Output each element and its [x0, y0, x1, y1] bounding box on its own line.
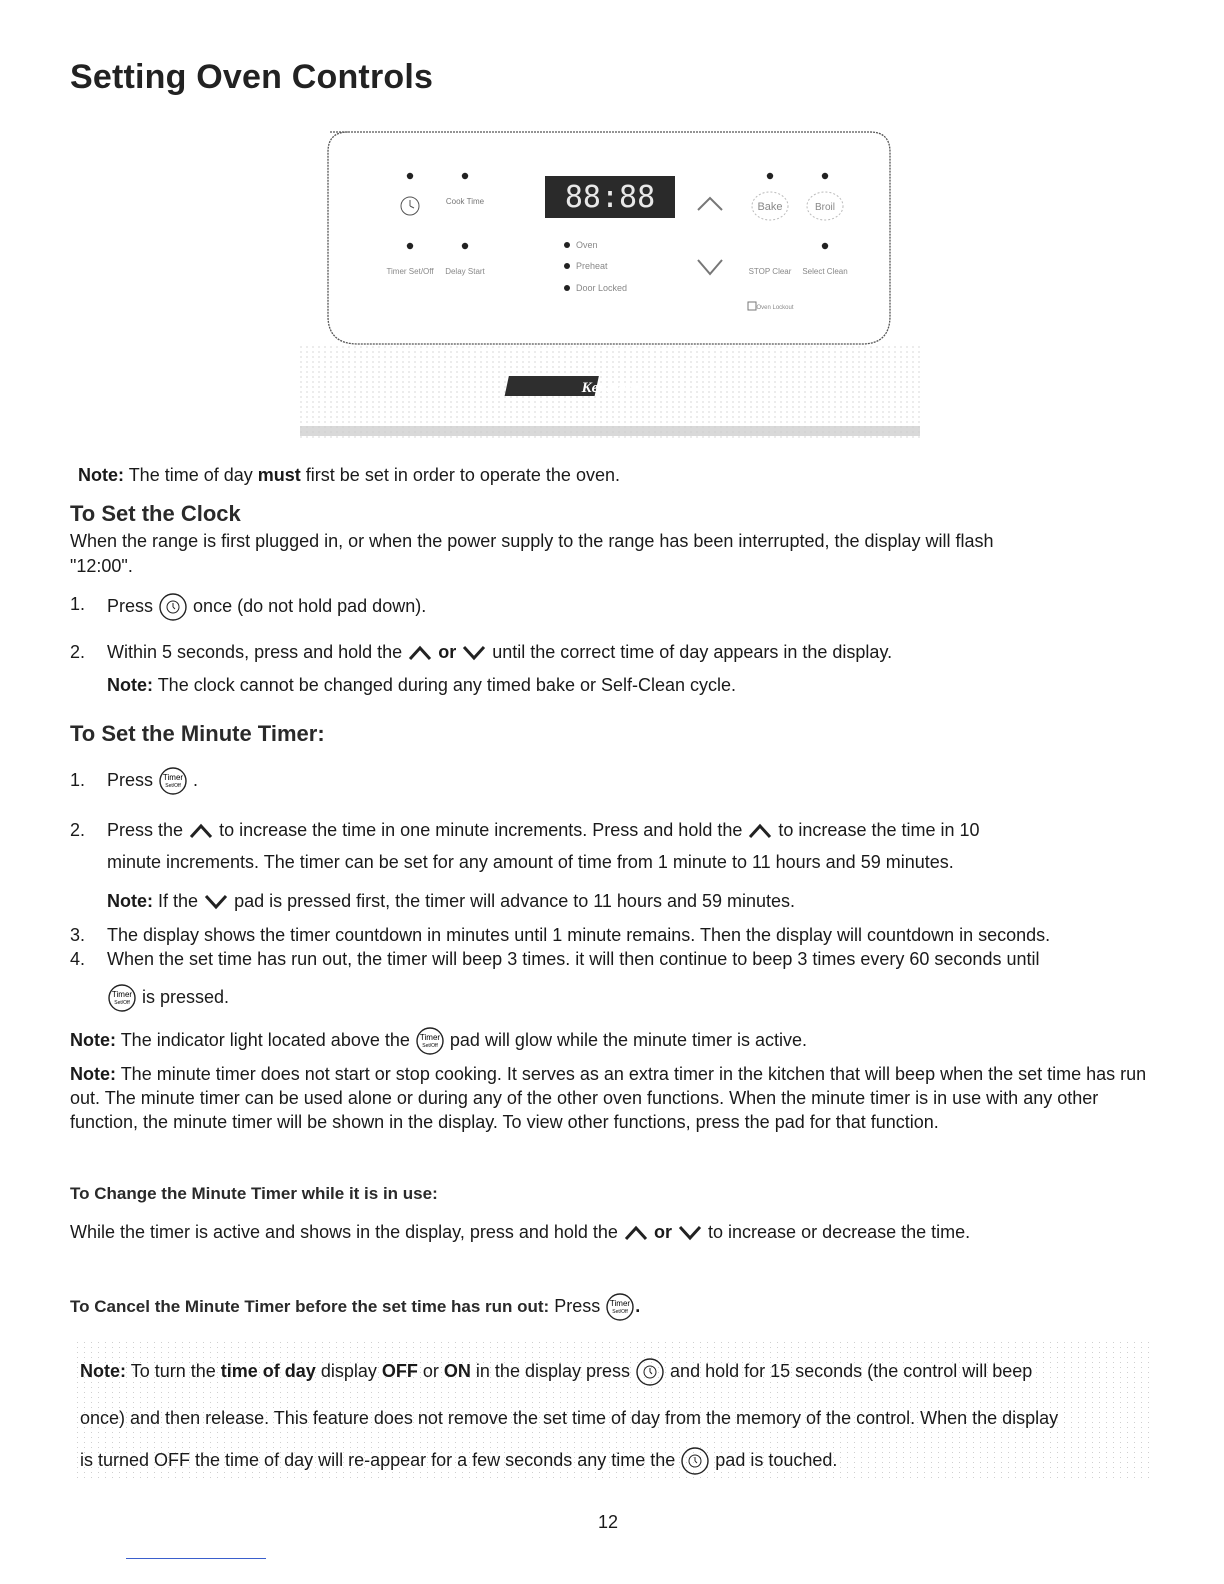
- minute-timer-step4-number: 4.: [70, 949, 86, 969]
- minute-timer-extra-note: Note: The minute timer does not start or stop cooking. It serves as an extra timer in the kitchen that will beep when the set time has run out. The minute timer can be used alone or during any of the other oven functions. When the minute timer is in use with any other function, the minute timer will be shown in the display. To view other functions, press the pad for that function.: [70, 1064, 1147, 1132]
- oven-indicator-label: Oven: [576, 240, 598, 250]
- page-title: Setting Oven Controls: [70, 58, 434, 96]
- page-number: 12: [598, 1512, 619, 1532]
- note-time-of-day: Note: The time of day must first be set in order to operate the oven.: [78, 465, 620, 485]
- indicator-dot: [407, 243, 413, 249]
- set-clock-note: Note: The clock cannot be changed during any timed bake or Self-Clean cycle.: [107, 675, 737, 695]
- timer-pad-icon: [415, 1026, 445, 1056]
- svg-text:Timer: Timer: [610, 1299, 631, 1308]
- up-arrow-icon: [188, 823, 214, 839]
- timer-pad-icon: [107, 983, 137, 1013]
- stop-clear-pad-label: STOP Clear: [748, 267, 792, 276]
- control-panel-illustration: [300, 126, 920, 438]
- indicator-dot: [462, 243, 468, 249]
- minute-timer-step1: Press Timer Set/Off .: [107, 766, 198, 796]
- timer-pad-label: Timer Set/Off: [386, 267, 434, 276]
- minute-timer-step3-number: 3.: [70, 925, 86, 945]
- minute-timer-step2-number: 2.: [70, 820, 86, 840]
- down-arrow-icon: [461, 645, 487, 661]
- broil-pad-label: Broil: [814, 202, 836, 213]
- set-clock-step2: Within 5 seconds, press and hold the or until the correct time of day appears in the display.: [107, 642, 893, 662]
- bottom-note-line3: is turned OFF the time of day will re-appear for a few seconds any time the pad is touched.: [80, 1446, 837, 1476]
- delay-start-pad-label: Delay Start: [445, 267, 485, 276]
- bottom-note-line1: Note: To turn the time of day display OFF or ON in the display press and hold for 15 seconds (the control will beep: [80, 1357, 1032, 1387]
- indicator-dot: [822, 243, 828, 249]
- minute-timer-step2: Press the to increase the time in one minute increments. Press and hold the to increase the time in 10: [107, 820, 980, 840]
- minute-timer-step2-line2: minute increments. The timer can be set for any amount of time from 1 minute to 11 hours and 59 minutes.: [107, 852, 954, 872]
- cancel-timer-line: To Cancel the Minute Timer before the set time has run out: Press Timer Set/Off .: [70, 1292, 640, 1322]
- svg-text:Set/Off: Set/Off: [165, 783, 181, 789]
- clock-icon: [680, 1446, 710, 1476]
- kenmore-logo: Kenmore: [581, 380, 639, 396]
- svg-text:Set/Off: Set/Off: [612, 1309, 629, 1315]
- minute-timer-step4: When the set time has run out, the timer will beep 3 times. it will then continue to beep 3 times every 60 seconds until: [107, 949, 1040, 969]
- minute-timer-step3: The display shows the timer countdown in minutes until 1 minute remains. Then the display will countdown in seconds.: [107, 925, 1051, 945]
- bake-pad-label: Bake: [757, 201, 783, 213]
- up-arrow-icon: [623, 1225, 649, 1241]
- minute-timer-heading: To Set the Minute Timer:: [70, 721, 325, 746]
- timer-pad-icon: [158, 766, 188, 796]
- down-arrow-icon: [203, 894, 229, 910]
- cook-time-pad-label: Cook Time: [445, 197, 485, 206]
- svg-text:Timer: Timer: [419, 1033, 440, 1042]
- up-arrow-icon: [407, 645, 433, 661]
- door-locked-indicator-label: Door Locked: [576, 283, 628, 293]
- svg-text:Set/Off: Set/Off: [114, 1000, 130, 1006]
- set-clock-step1-number: 1.: [70, 594, 86, 614]
- time-of-day-display-note: [74, 1340, 1152, 1480]
- led-display: 88:88: [564, 180, 656, 215]
- set-clock-step2-number: 2.: [70, 642, 86, 662]
- footer-divider: [126, 1558, 266, 1559]
- set-clock-heading: To Set the Clock: [70, 501, 241, 526]
- cancel-timer-heading: To Cancel the Minute Timer before the set time has run out:: [70, 1296, 550, 1316]
- indicator-dot: [767, 173, 773, 179]
- preheat-indicator-label: Preheat: [576, 261, 608, 271]
- up-arrow-icon: [747, 823, 773, 839]
- select-clean-pad-label: Select Clean: [802, 267, 848, 276]
- set-clock-intro-line2: "12:00".: [70, 556, 133, 576]
- down-arrow-icon: [677, 1225, 703, 1241]
- svg-text:Timer: Timer: [111, 990, 133, 999]
- clock-icon: [158, 592, 188, 622]
- clock-icon: [635, 1357, 665, 1387]
- note-label: Note:: [78, 465, 124, 485]
- minute-timer-note: Note: If the pad is pressed first, the timer will advance to 11 hours and 59 minutes.: [107, 891, 796, 911]
- timer-pad-icon: [605, 1292, 635, 1322]
- change-timer-text: While the timer is active and shows in the display, press and hold the or to increase or decrease the time.: [70, 1222, 971, 1242]
- control-panel-drawing: [300, 126, 920, 438]
- set-clock-step1: Press once (do not hold pad down).: [107, 592, 426, 622]
- oven-lockout-pad-label: Oven Lockout: [756, 305, 794, 311]
- minute-timer-step1-number: 1.: [70, 770, 86, 790]
- svg-text:Set/Off: Set/Off: [422, 1043, 438, 1049]
- minute-timer-indicator-note: Note: The indicator light located above the Timer Set/Off pad will glow while the minute timer is active.: [70, 1026, 807, 1056]
- svg-text:Timer: Timer: [162, 773, 184, 782]
- indicator-dot: [462, 173, 468, 179]
- minute-timer-step4-line2: Timer Set/Off is pressed.: [107, 983, 229, 1013]
- set-clock-intro-line1: When the range is first plugged in, or when the power supply to the range has been interrupted, the display will flash: [70, 531, 994, 551]
- change-timer-heading: To Change the Minute Timer while it is in use:: [70, 1184, 438, 1203]
- bottom-note-line2: once) and then release. This feature does not remove the set time of day from the memory of the control. When the display: [80, 1408, 1059, 1428]
- indicator-dot: [822, 173, 828, 179]
- indicator-dot: [407, 173, 413, 179]
